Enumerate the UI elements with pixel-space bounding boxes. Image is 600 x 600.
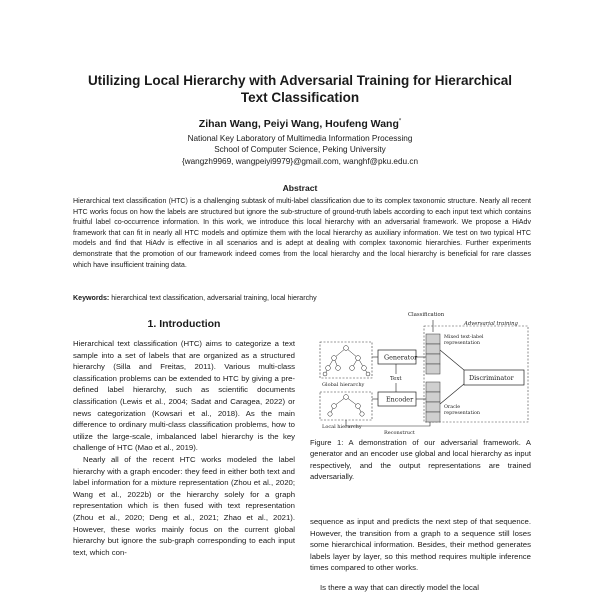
label-generator: Generator	[384, 353, 418, 362]
label-local-hierarchy: Local hierarchy	[322, 424, 362, 430]
corresponding-author-mark: *	[398, 118, 402, 125]
label-reconstruct: Reconstruct	[384, 430, 415, 436]
oracle-representation-bars	[426, 382, 440, 422]
figure-1-caption: Figure 1: A demonstration of our adversarial framework. A generator and an encoder use global and local hierarchy as input respectively, and the output representations are trained adversarially.	[310, 438, 531, 482]
label-mixed-rep-2: representation	[444, 341, 480, 346]
author-emails: {wangzh9969, wangpeiyi9979}@gmail.com, wanghf@pku.edu.cn	[181, 156, 419, 166]
label-discriminator: Discriminator	[469, 374, 514, 382]
author-names: Zihan Wang, Peiyi Wang, Houfeng Wang	[198, 118, 399, 130]
title-line-1: Utilizing Local Hierarchy with Adversarial Training for Hierarchical	[87, 73, 513, 88]
author-list	[60, 118, 540, 130]
left-column	[73, 338, 295, 558]
abstract-heading: Abstract	[282, 183, 318, 193]
label-classification: Classification	[408, 312, 445, 318]
right-column	[310, 516, 531, 594]
keywords-text: hierarchical text classification, adversarial training, local hierarchy	[109, 294, 317, 302]
label-adversarial-training: Adversarial training	[464, 321, 518, 327]
label-oracle-rep-1: Oracle	[444, 405, 461, 410]
right-paragraph-1: sequence as input and predicts the next step of that sequence. However, the transition from a graph to a sequence still loses some hierarchical information. Besides, their method generates labels layer by layer, so this method requires multiple inference times compared to other works.	[310, 517, 531, 573]
affiliation-lab: National Key Laboratory of Multimedia Information Processing	[187, 134, 413, 143]
label-encoder: Encoder	[386, 395, 414, 404]
right-paragraph-2: Is there a way that can directly model the local	[320, 582, 479, 592]
keywords-line	[73, 294, 531, 302]
label-mixed-rep-1: Mixed text-label	[444, 335, 484, 340]
label-text: Text	[390, 376, 402, 382]
label-global-hierarchy: Global hierarchy	[322, 382, 365, 388]
mixed-representation-bars	[426, 334, 440, 374]
figure-1-diagram	[316, 312, 530, 436]
global-hierarchy-tree-icon	[323, 346, 370, 376]
intro-paragraph-2: Nearly all of the recent HTC works modeled the label hierarchy with a graph encoder: they feed in either both text and label information for a mixture representation (Zhou et al., 2020; Wang et al., 2022b) or the hierarchy solely for a graph representation which is then fused with text representation (Zhou et al., 2020; Deng et al., 2021; Zhao et al., 2021). However, these works mainly focus on the current global hierarchy but ignore the sub-graph corresponding to each input text, which con-	[73, 454, 295, 557]
affiliation-school: School of Computer Science, Peking University	[214, 145, 386, 155]
label-oracle-rep-2: representation	[444, 411, 480, 416]
affiliation-block	[60, 133, 540, 167]
intro-paragraph-1: Hierarchical text classification (HTC) aims to categorize a text sample into a set of labels that are organized as a structured hierarchy (Silla and Freitas, 2011). Various multi-class classification problems can be extended to HTC by giving a pre-defined label hierarchy, such as scientific documents classification (Lewis et al., 2004; Sadat and Caragea, 2022) or news categorization (Kowsari et al., 2018). As the main difference to ordinary multi-class classification problems, how to utilize the large-scale, imbalanced label hierarchy is the key challenge of HTC (Mao et al., 2019).	[73, 339, 295, 453]
paper-title	[60, 72, 540, 106]
keywords-label: Keywords:	[73, 294, 110, 302]
title-line-2: Text Classification	[240, 90, 360, 105]
section-heading-introduction: 1. Introduction	[147, 318, 221, 330]
abstract-text: Hierarchical text classification (HTC) is a challenging subtask of multi-label classification due to its complex taxonomic structure. Nearly all recent HTC works focus on how the labels are structured but ignore the sub-structure of ground-truth labels according to each input text which contains fruitful label co-occurrence information. In this work, we introduce this local hierarchy with an adversarial framework. We propose a HiAdv framework that can fit in nearly all HTC models and optimize them with the local hierarchy as auxiliary information. We test on two typical HTC models and find that HiAdv is effective in all scenarios and is adept at dealing with complex taxonomic hierarchies. Further experiments demonstrate that the promotion of our framework indeed comes from the local hierarchy and the local hierarchy is beneficial for rare classes which have insufficient training data.	[73, 197, 531, 269]
local-hierarchy-tree-icon	[328, 395, 364, 417]
